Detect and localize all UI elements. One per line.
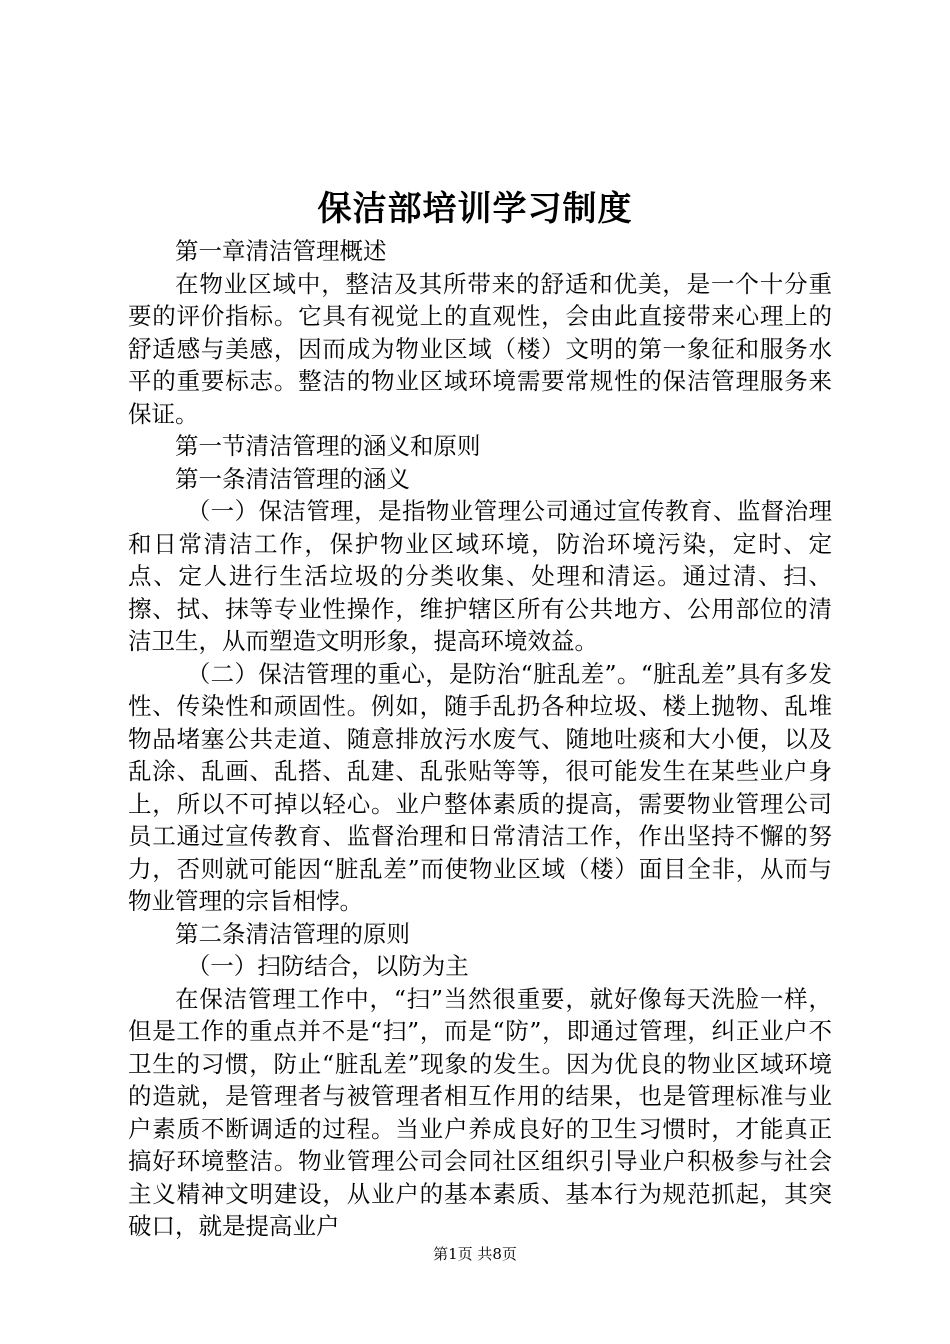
page-footer: 第1页 共8页: [433, 1245, 517, 1263]
paragraph-article-2-heading: 第二条清洁管理的原则: [175, 919, 410, 948]
paragraph-article-2-body: 在保洁管理工作中，“扫”当然很重要，就好像每天洗脸一样，但是工作的重点并不是“扫”，而是“防”，即通过管理，纠正业户不卫生的习惯，防止“脏乱差”现象的发生。因为优良的物业区域环境的造就，是管理者与被管理者相互作用的结果，也是管理标准与业户素质不断调适的过程。当业户养成良好的卫生习惯时，才能真正搞好环境整洁。物业管理公司会同社区组织引导业户积极参与社会主义精神文明建设，从业户的基本素质、基本行为规范抓起，其突破口，就是提高业户: [128, 984, 832, 1240]
paragraph-intro: 在物业区域中，整洁及其所带来的舒适和优美，是一个十分重要的评价指标。它具有视觉上的直观性，会由此直接带来心理上的舒适感与美感，因而成为物业区域（楼）文明的第一象征和服务水平的重要标志。整洁的物业区域环境需要常规性的保洁管理服务来保证。: [128, 269, 832, 428]
paragraph-article-1-item-2: （二）保洁管理的重心，是防治“脏乱差”。“脏乱差”具有多发性、传染性和顽固性。例如，随手乱扔各种垃圾、楼上抛物、乱堆物品堵塞公共走道、随意排放污水废气、随地吐痰和大小便，以及乱涂、乱画、乱搭、乱建、乱张贴等等，很可能发生在某些业户身上，所以不可掉以轻心。业户整体素质的提高，需要物业管理公司员工通过宣传教育、监督治理和日常清洁工作，作出坚持不懈的努力，否则就可能因“脏乱差”而使物业区域（楼）面目全非，从而与物业管理的宗旨相悖。: [128, 659, 832, 915]
document-body: [128, 235, 832, 1243]
paragraph-section-heading: 第一节清洁管理的涵义和原则: [175, 432, 481, 460]
document-title: 保洁部培训学习制度: [317, 189, 633, 229]
paragraph-article-1-item-1: （一）保洁管理，是指物业管理公司通过宣传教育、监督治理和日常清洁工作，保护物业区域环境，防治环境污染，定时、定点、定人进行生活垃圾的分类收集、处理和清运。通过清、扫、擦、拭、抹等专业性操作，维护辖区所有公共地方、公用部位的清洁卫生，从而塑造文明形象，提高环境效益。: [128, 497, 832, 655]
paragraph-article-1-heading: 第一条清洁管理的涵义: [175, 464, 410, 493]
paragraph-article-2-item-1: （一）扫防结合，以防为主: [186, 952, 469, 980]
paragraph-chapter-heading: 第一章清洁管理概述: [175, 237, 387, 265]
